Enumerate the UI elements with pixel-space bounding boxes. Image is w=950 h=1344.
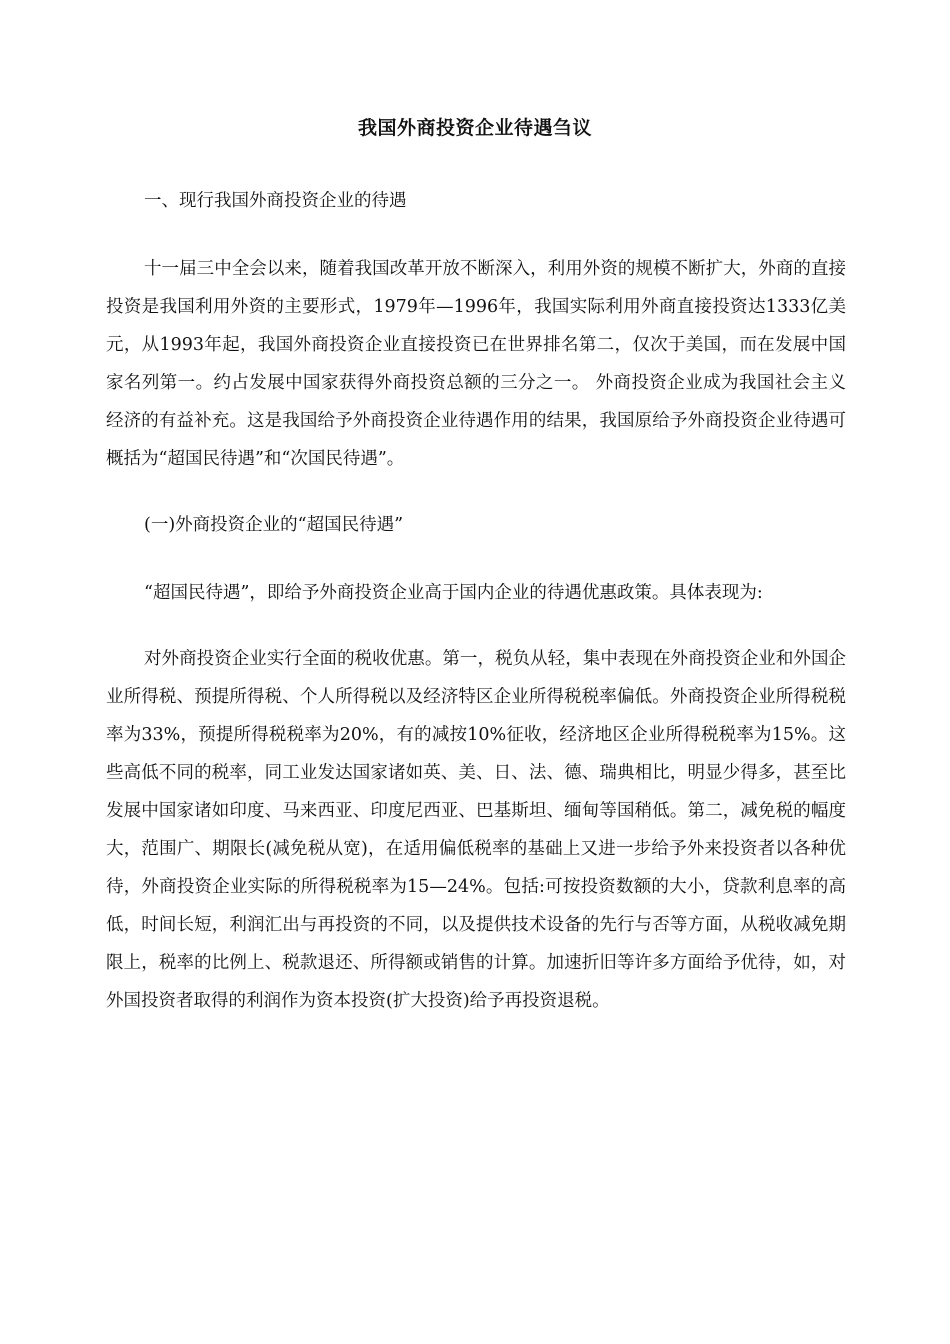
body-paragraph: 对外商投资企业实行全面的税收优惠。第一，税负从轻，集中表现在外商投资企业和外国企业所得税、预提所得税、个人所得税以及经济特区企业所得税税率偏低。外商投资企业所得税税率为33%，预提所得税税率为20%，有的减按10%征收，经济地区企业所得税税率为15%。这些高低不同的税率，同工业发达国家诸如英、美、日、法、德、瑞典相比，明显少得多，甚至比发展中国家诸如印度、马来西亚、印度尼西亚、巴基斯坦、缅甸等国稍低。第二，减免税的幅度大，范围广、期限长(减免税从宽)，在适用偏低税率的基础上又进一步给予外来投资者以各种优待，外商投资企业实际的所得税税率为15—24%。包括:可按投资数额的大小，贷款利息率的高低，时间长短，利润汇出与再投资的不同，以及提供技术设备的先行与否等方面，从税收减免期限上，税率的比例上、税款退还、所得额或销售的计算。加速折旧等许多方面给予优待，如，对外国投资者取得的利润作为资本投资(扩大投资)给予再投资退税。 xyxy=(106,649,846,1011)
subsection-heading: (一)外商投资企业的“超国民待遇” xyxy=(144,515,404,535)
document-body xyxy=(106,182,846,1048)
body-paragraph: 十一届三中全会以来，随着我国改革开放不断深入，利用外资的规模不断扩大，外商的直接投资是我国利用外资的主要形式，1979年—1996年，我国实际利用外商直接投资达1333亿美元，从1993年起，我国外商投资企业直接投资已在世界排名第二，仅次于美国，而在发展中国家名列第一。约占发展中国家获得外商投资总额的三分之一。 外商投资企业成为我国社会主义经济的有益补充。这是我国给予外商投资企业待遇作用的结果，我国原给予外商投资企业待遇可概括为“超国民待遇”和“次国民待遇”。 xyxy=(106,259,846,469)
section-heading: 一、现行我国外商投资企业的待遇 xyxy=(144,191,407,211)
body-paragraph: “超国民待遇”，即给予外商投资企业高于国内企业的待遇优惠政策。具体表现为: xyxy=(144,583,763,603)
document-title: 我国外商投资企业待遇刍议 xyxy=(357,117,592,139)
